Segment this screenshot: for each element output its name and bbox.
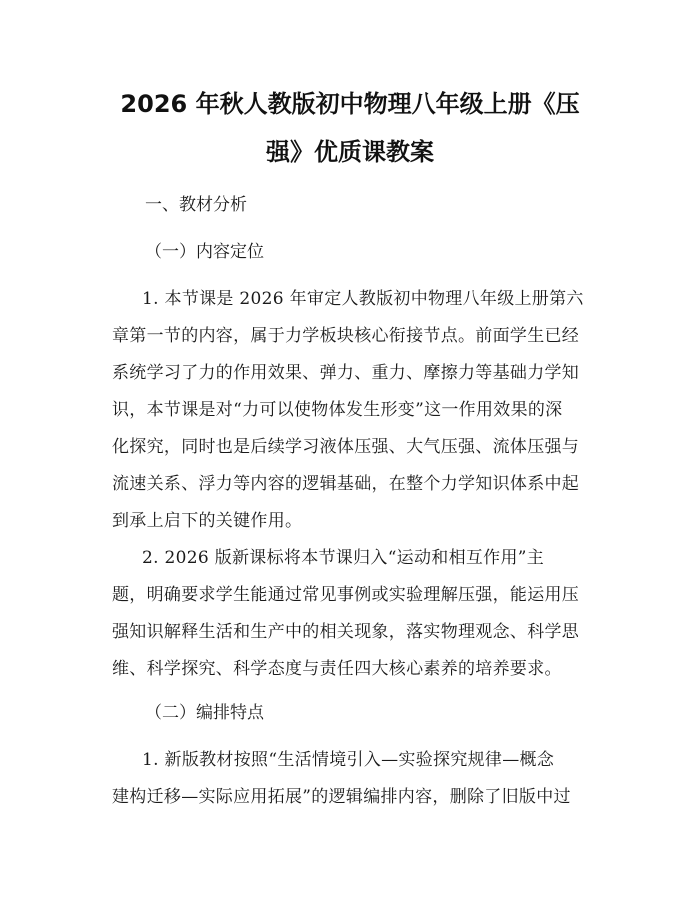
- document-title: [100, 80, 600, 176]
- paragraph-line: 1. 新版教材按照“生活情境引入—实验探究规律—概念: [142, 750, 555, 770]
- paragraph-line: 到承上启下的关键作用。: [112, 511, 303, 531]
- paragraph-line: 题，明确要求学生能通过常见事例或实验理解压强，能运用压: [112, 585, 580, 605]
- paragraph-line: 2. 2026 版新课标将本节课归入“运动和相互作用”主: [142, 548, 545, 568]
- subsection-heading-arrangement-features: （二）编排特点: [145, 703, 264, 723]
- section-heading-textbook-analysis: 一、教材分析: [145, 195, 247, 215]
- paragraph-line: 维、科学探究、科学态度与责任四大核心素养的培养要求。: [112, 659, 562, 679]
- paragraph-line: 建构迁移—实际应用拓展”的逻辑编排内容，删除了旧版中过: [112, 787, 571, 807]
- paragraph-line: 章第一节的内容，属于力学板块核心衔接节点。前面学生已经: [112, 326, 580, 346]
- subsection-heading-content-positioning: （一）内容定位: [145, 242, 264, 262]
- paragraph-3: [112, 742, 590, 816]
- paragraph-2: [112, 540, 590, 688]
- paragraph-line: 强知识解释生活和生产中的相关现象，落实物理观念、科学思: [112, 622, 580, 642]
- paragraph-line: 识，本节课是对“力可以使物体发生形变”这一作用效果的深: [112, 400, 563, 420]
- title-line-1: 2026 年秋人教版初中物理八年级上册《压: [120, 90, 580, 118]
- title-line-2: 强》优质课教案: [266, 138, 434, 166]
- paragraph-1: [112, 281, 590, 540]
- paragraph-line: 化探究，同时也是后续学习液体压强、大气压强、流体压强与: [112, 437, 580, 457]
- paragraph-line: 系统学习了力的作用效果、弹力、重力、摩擦力等基础力学知: [112, 363, 580, 383]
- paragraph-line: 1. 本节课是 2026 年审定人教版初中物理八年级上册第六: [142, 289, 584, 309]
- paragraph-line: 流速关系、浮力等内容的逻辑基础，在整个力学知识体系中起: [112, 474, 580, 494]
